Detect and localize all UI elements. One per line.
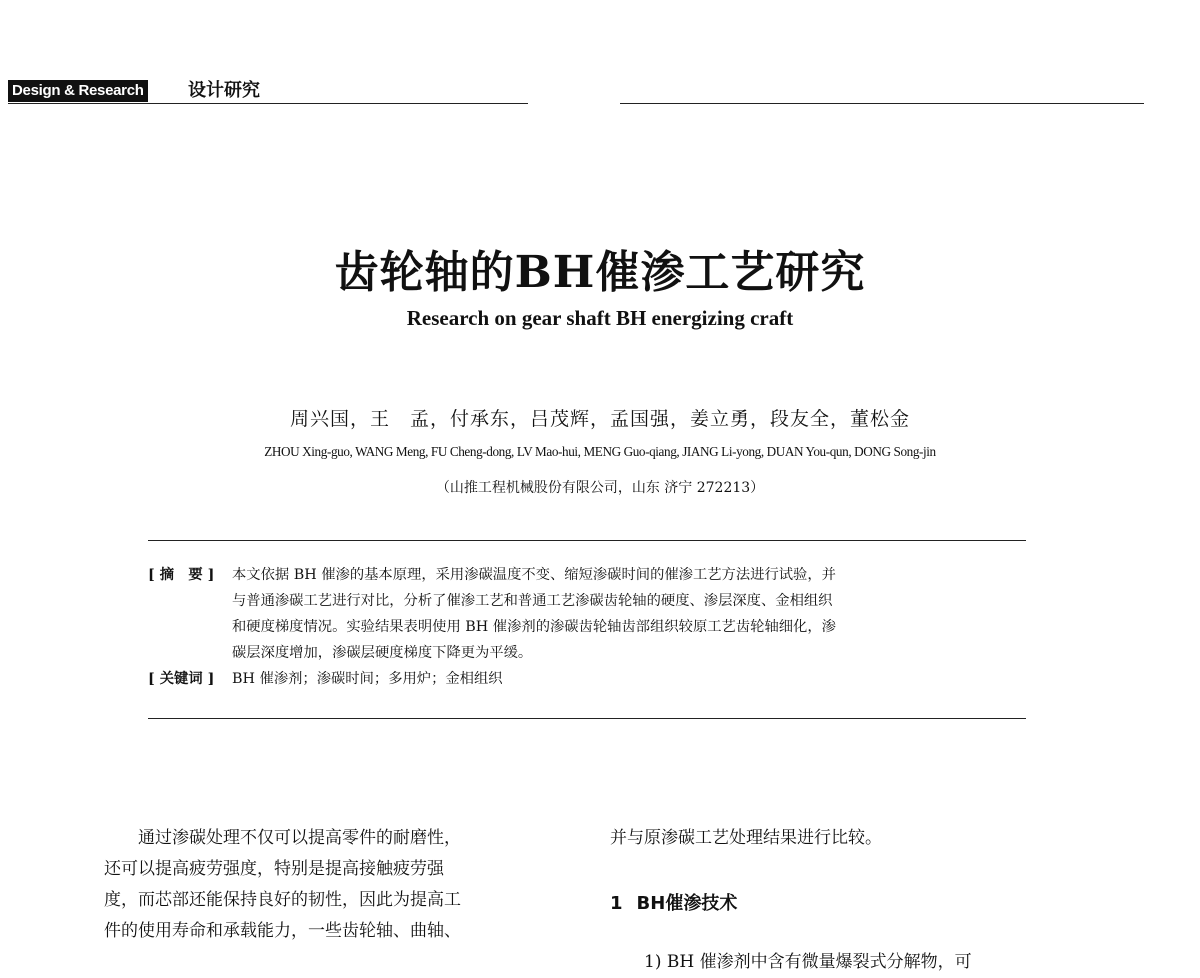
body-column-left — [104, 823, 578, 947]
abstract-rule-top — [148, 540, 1026, 541]
body-line: 并与原渗碳工艺处理结果进行比较。 — [610, 828, 882, 848]
section-number: 1 — [610, 893, 623, 914]
section-label: 设计研究 — [188, 80, 260, 101]
article-title-cn: 齿轮轴的BH催渗工艺研究 — [334, 247, 866, 298]
header-rule-left — [8, 103, 528, 104]
section-heading — [610, 888, 1090, 919]
abstract-line-3: 和硬度梯度情况。实验结果表明使用 BH 催渗剂的渗碳齿轮轴齿部组织较原工艺齿轮轴细化，渗 — [232, 619, 836, 635]
abstract-line-2: 与普通渗碳工艺进行对比，分析了催渗工艺和普通工艺渗碳齿轮轴的硬度、渗层深度、金相组织 — [232, 593, 833, 609]
body-line: 度，而芯部还能保持良好的韧性，因此为提高工 — [104, 890, 461, 910]
article-title-en: Research on gear shaft BH energizing craft — [406, 306, 794, 330]
authors-en: ZHOU Xing-guo, WANG Meng, FU Cheng-dong, LV Mao-hui, MENG Guo-qiang, JIANG Li-yong, DUAN You-qun, DONG Song-jin — [264, 444, 936, 459]
abstract-rule-bottom — [148, 718, 1026, 719]
abstract-line-1: 本文依据 BH 催渗的基本原理，采用渗碳温度不变、缩短渗碳时间的催渗工艺方法进行试验，并 — [232, 567, 836, 583]
affiliation: （山推工程机械股份有限公司，山东 济宁 272213） — [435, 480, 765, 496]
body-column-right — [610, 823, 1090, 978]
body-line: 通过渗碳处理不仅可以提高零件的耐磨性， — [138, 828, 461, 848]
abstract-row — [148, 562, 1026, 588]
section-title: BH催渗技术 — [636, 893, 738, 914]
header-rule-right — [620, 103, 1144, 104]
running-header — [8, 80, 1144, 110]
body-line: 件的使用寿命和承载能力，一些齿轮轴、曲轴、 — [104, 921, 461, 941]
keywords-label: [ 关键词 ] — [148, 671, 215, 687]
abstract-label: [ 摘 要 ] — [148, 567, 215, 583]
journal-brand-badge: Design & Research — [8, 80, 148, 102]
abstract-block — [148, 562, 1026, 692]
list-item: 1) BH 催渗剂中含有微量爆裂式分解物，可 — [644, 952, 972, 972]
body-line: 还可以提高疲劳强度，特别是提高接触疲劳强 — [104, 859, 444, 879]
keywords-row — [148, 666, 1026, 692]
abstract-line-4: 碳层深度增加，渗碳层硬度梯度下降更为平缓。 — [232, 645, 533, 661]
keywords-text: BH 催渗剂；渗碳时间；多用炉；金相组织 — [232, 671, 503, 687]
authors-cn: 周兴国，王 孟，付承东，吕茂辉，孟国强，姜立勇，段友全，董松金 — [289, 408, 910, 430]
